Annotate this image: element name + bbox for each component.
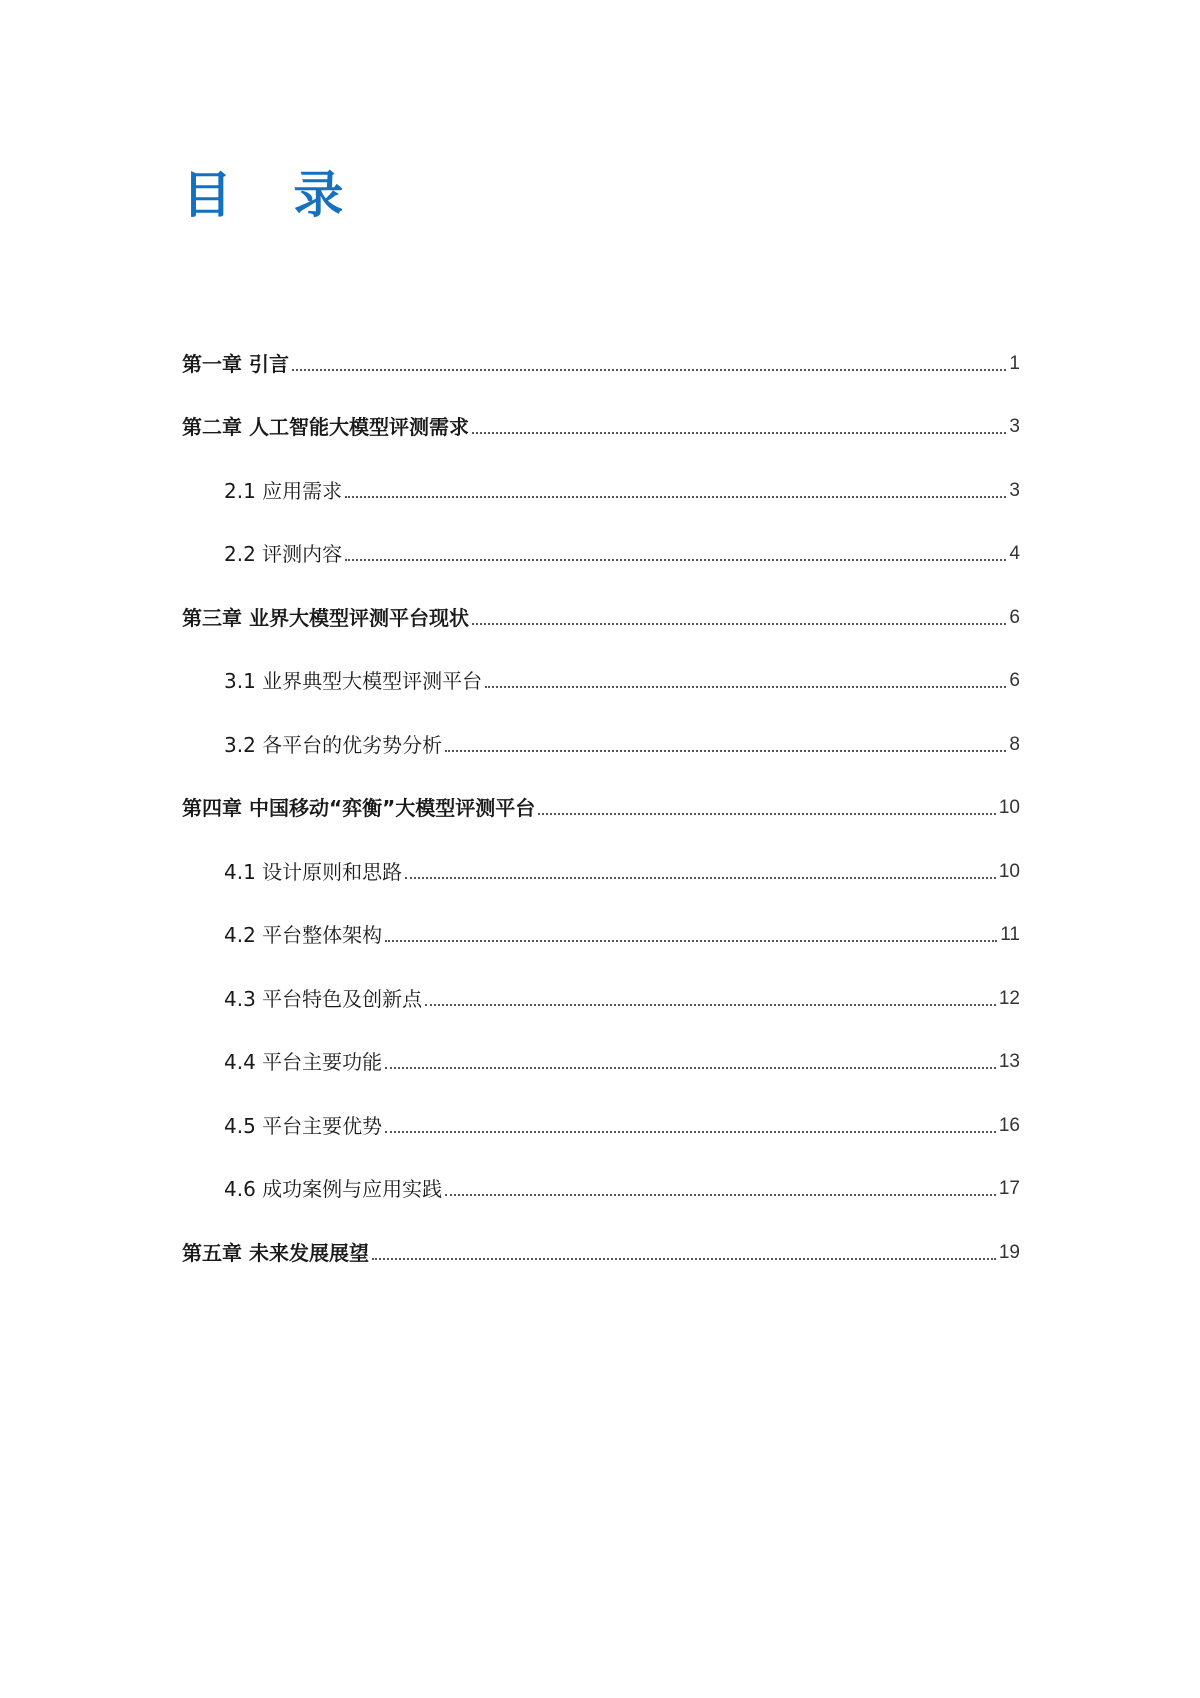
toc-dot-leader: [425, 1004, 996, 1006]
toc-page-number: 17: [998, 1178, 1020, 1199]
toc-entry-label: 3.2 各平台的优劣势分析: [224, 732, 443, 757]
toc-dot-leader: [472, 432, 1006, 434]
toc-entry-section-3-2[interactable]: [182, 711, 1020, 775]
toc-list: [182, 330, 1020, 1283]
toc-entry-label: 4.2 平台整体架构: [224, 923, 383, 947]
toc-entry-chapter-2[interactable]: [182, 394, 1020, 458]
toc-entry-label: 第三章 业界大模型评测平台现状: [182, 605, 469, 630]
toc-entry-label: 2.2 评测内容: [224, 542, 343, 566]
toc-dot-leader: [485, 686, 1006, 688]
toc-page-number: 10: [998, 860, 1020, 882]
toc-page-number: 6: [1009, 606, 1020, 628]
toc-page-number: 11: [1000, 924, 1020, 945]
toc-dot-leader: [292, 369, 1006, 371]
toc-page-number: 3: [1009, 416, 1020, 437]
toc-entry-label: 3.1 业界典型大模型评测平台: [224, 669, 483, 693]
toc-entry-chapter-4[interactable]: [182, 775, 1020, 839]
toc-page-number: 10: [998, 797, 1020, 818]
toc-dot-leader: [345, 559, 1006, 561]
toc-dot-leader: [445, 1194, 996, 1196]
toc-page-number: 6: [1009, 670, 1020, 691]
toc-entry-label: 第二章 人工智能大模型评测需求: [182, 415, 469, 439]
toc-entry-section-2-2[interactable]: [182, 521, 1020, 585]
toc-dot-leader: [385, 1131, 996, 1133]
toc-entry-chapter-5[interactable]: [182, 1219, 1020, 1283]
toc-title: 目 录: [182, 166, 366, 224]
toc-page-number: 4: [1009, 543, 1020, 564]
toc-page-number: 12: [998, 987, 1020, 1009]
toc-entry-label: 第一章 引言: [182, 351, 289, 376]
toc-entry-label: 4.3 平台特色及创新点: [224, 986, 423, 1011]
toc-page-number: 19: [998, 1241, 1020, 1263]
toc-dot-leader: [385, 940, 997, 942]
toc-entry-section-4-2[interactable]: [182, 902, 1020, 966]
toc-entry-label: 第五章 未来发展展望: [182, 1240, 369, 1265]
toc-page-number: 16: [998, 1114, 1020, 1136]
toc-entry-label: 4.1 设计原则和思路: [224, 859, 403, 884]
toc-dot-leader: [538, 813, 996, 815]
toc-entry-label: 4.4 平台主要功能: [224, 1050, 383, 1074]
toc-entry-section-4-1[interactable]: [182, 838, 1020, 902]
toc-entry-section-3-1[interactable]: [182, 648, 1020, 712]
toc-dot-leader: [345, 496, 1006, 498]
toc-entry-label: 2.1 应用需求: [224, 478, 343, 503]
toc-page-number: 1: [1009, 352, 1020, 374]
toc-dot-leader: [372, 1258, 996, 1260]
toc-entry-label: 4.6 成功案例与应用实践: [224, 1177, 443, 1201]
toc-entry-chapter-1[interactable]: [182, 330, 1020, 394]
toc-entry-section-2-1[interactable]: [182, 457, 1020, 521]
toc-entry-section-4-5[interactable]: [182, 1092, 1020, 1156]
toc-entry-section-4-4[interactable]: [182, 1029, 1020, 1093]
toc-page-number: 3: [1009, 479, 1020, 501]
toc-dot-leader: [445, 750, 1006, 752]
toc-entry-chapter-3[interactable]: [182, 584, 1020, 648]
toc-entry-section-4-3[interactable]: [182, 965, 1020, 1029]
toc-dot-leader: [472, 623, 1006, 625]
toc-page-number: 13: [998, 1051, 1020, 1072]
toc-entry-label: 第四章 中国移动“弈衡”大模型评测平台: [182, 796, 536, 820]
toc-page-number: 8: [1009, 733, 1020, 755]
toc-entry-label: 4.5 平台主要优势: [224, 1113, 383, 1138]
toc-dot-leader: [405, 877, 996, 879]
toc-entry-section-4-6[interactable]: [182, 1156, 1020, 1220]
toc-dot-leader: [385, 1067, 996, 1069]
